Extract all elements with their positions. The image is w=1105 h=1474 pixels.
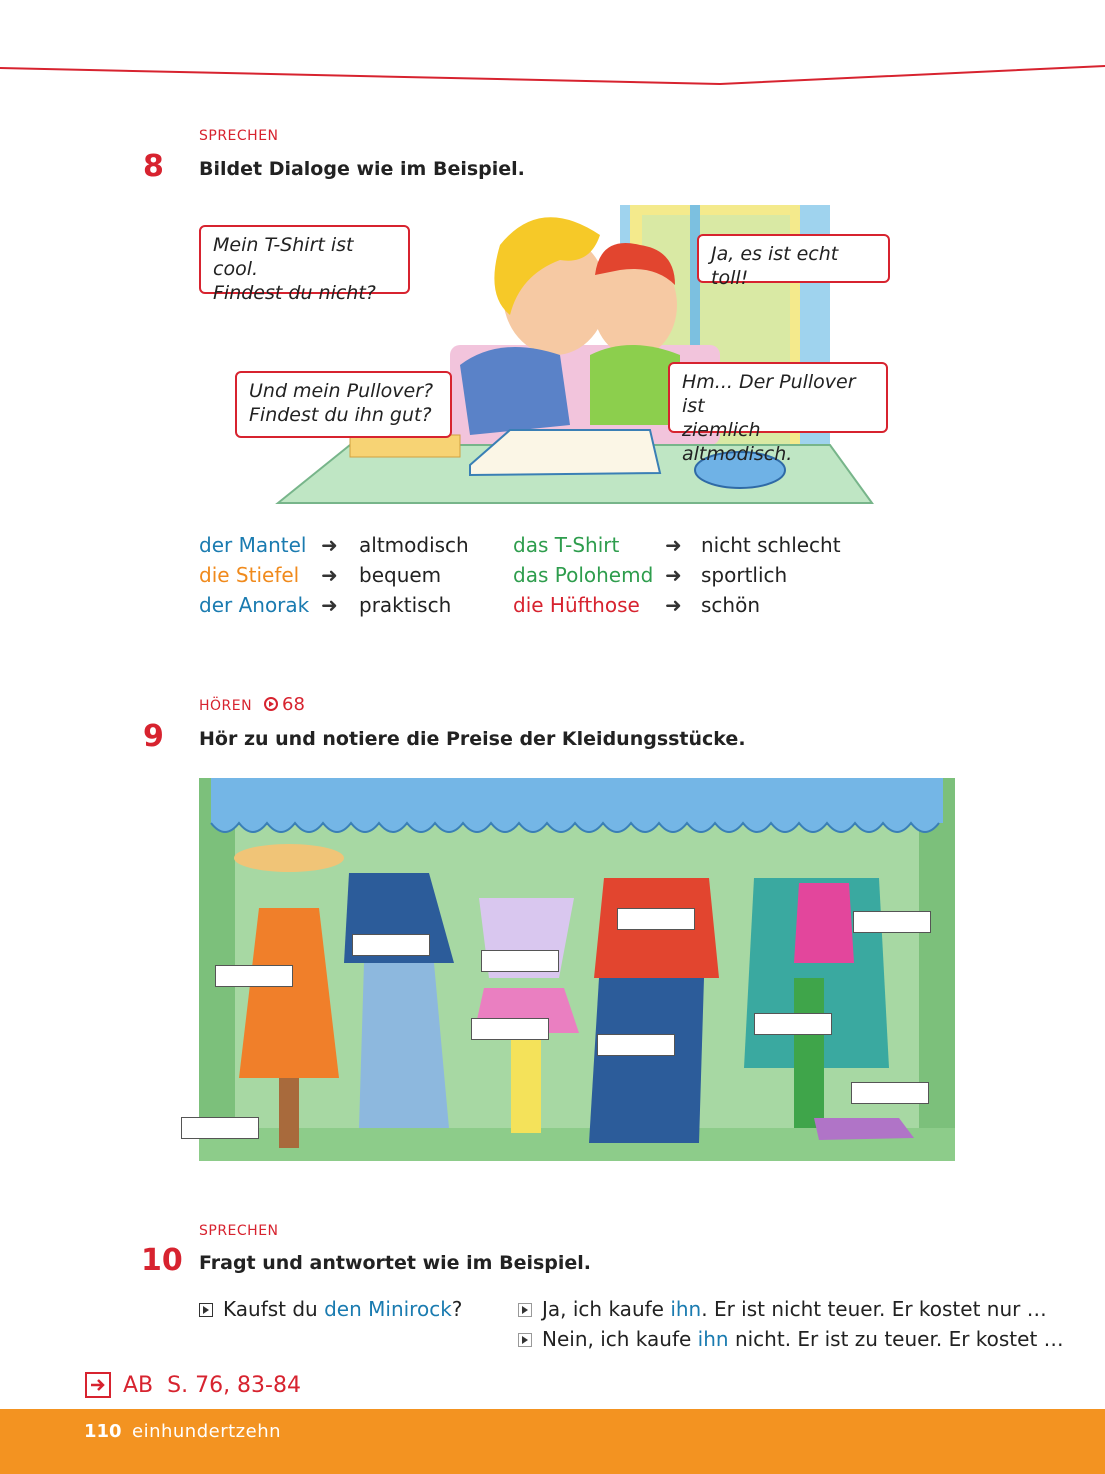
ex10-task: Fragt und antwortet wie im Beispiel. <box>199 1252 592 1274</box>
vocab-adj: sportlich <box>701 563 788 587</box>
audio-track-number: 68 <box>282 694 305 715</box>
arrow-icon: ➜ <box>321 563 338 587</box>
price-box[interactable] <box>597 1034 675 1056</box>
speech-bubble-1: Mein T-Shirt ist cool. Findest du nicht? <box>199 225 410 294</box>
price-box[interactable] <box>754 1013 832 1035</box>
vocab-row <box>199 530 859 560</box>
ex9-task: Hör zu und notiere die Preise der Kleidungsstücke. <box>199 728 746 750</box>
price-box[interactable] <box>617 908 695 930</box>
vocab-row <box>199 590 859 620</box>
audio-play-icon[interactable] <box>264 697 278 711</box>
page-number-word: einhundertzehn <box>132 1421 282 1442</box>
vocab-noun: das T-Shirt <box>513 533 620 557</box>
ex10-answer-1 <box>518 1294 1047 1324</box>
vocab-row <box>199 560 859 590</box>
play-icon <box>199 1303 213 1317</box>
price-box[interactable] <box>853 911 931 933</box>
arrow-icon: ➜ <box>321 593 338 617</box>
page-number: 110 <box>84 1421 122 1442</box>
arrow-right-box-icon <box>85 1372 111 1398</box>
vocab-noun: die Hüfthose <box>513 593 640 617</box>
arrow-icon: ➜ <box>665 593 682 617</box>
workbook-reference[interactable] <box>85 1372 301 1398</box>
price-box[interactable] <box>181 1117 259 1139</box>
page-footer <box>0 1409 1105 1474</box>
arrow-icon: ➜ <box>665 533 682 557</box>
speech-bubble-2: Ja, es ist echt toll! <box>697 234 890 283</box>
play-icon <box>518 1333 532 1347</box>
answer-highlight: ihn <box>697 1327 729 1351</box>
arrow-icon: ➜ <box>321 533 338 557</box>
workbook-ref-text: AB S. 76, 83-84 <box>123 1372 301 1398</box>
vocab-adj: bequem <box>359 563 442 587</box>
shop-window-illustration <box>199 778 955 1161</box>
vocab-noun: der Mantel <box>199 533 307 557</box>
question-end: ? <box>451 1297 463 1321</box>
question-highlight: den Minirock <box>324 1297 452 1321</box>
price-box[interactable] <box>215 965 293 987</box>
header-rule <box>0 0 1105 90</box>
ex9-number: 9 <box>143 719 164 754</box>
ex8-task: Bildet Dialoge wie im Beispiel. <box>199 158 525 180</box>
play-icon <box>518 1303 532 1317</box>
answer-text-end: . Er ist nicht teuer. Er kostet nur … <box>701 1297 1047 1321</box>
ex10-skill-label: SPRECHEN <box>199 1223 279 1239</box>
speech-bubble-3: Und mein Pullover? Findest du ihn gut? <box>235 371 452 438</box>
arrow-icon: ➜ <box>665 563 682 587</box>
vocab-adj: altmodisch <box>359 533 469 557</box>
vocab-noun: der Anorak <box>199 593 310 617</box>
vocab-adj: nicht schlecht <box>701 533 841 557</box>
ex9-audio[interactable] <box>264 694 305 715</box>
ex9-skill-label: HÖREN <box>199 698 253 714</box>
vocab-noun: die Stiefel <box>199 563 300 587</box>
ex10-answer-2 <box>518 1324 1064 1354</box>
price-box[interactable] <box>481 950 559 972</box>
answer-text: Nein, ich kaufe <box>542 1327 698 1351</box>
ex8-skill-label: SPRECHEN <box>199 128 279 144</box>
ex8-number: 8 <box>143 149 164 184</box>
answer-text-end: nicht. Er ist zu teuer. Er kostet … <box>728 1327 1064 1351</box>
answer-text: Ja, ich kaufe <box>542 1297 671 1321</box>
ex8-vocab-table <box>199 530 859 620</box>
price-box[interactable] <box>352 934 430 956</box>
price-box[interactable] <box>851 1082 929 1104</box>
answer-highlight: ihn <box>670 1297 702 1321</box>
vocab-noun: das Polohemd <box>513 563 654 587</box>
vocab-adj: schön <box>701 593 761 617</box>
ex10-number: 10 <box>141 1243 183 1278</box>
ex10-question <box>199 1294 462 1324</box>
price-box[interactable] <box>471 1018 549 1040</box>
vocab-adj: praktisch <box>359 593 452 617</box>
question-text: Kaufst du <box>223 1297 325 1321</box>
speech-bubble-4: Hm... Der Pullover ist ziemlich altmodisch. <box>668 362 888 433</box>
